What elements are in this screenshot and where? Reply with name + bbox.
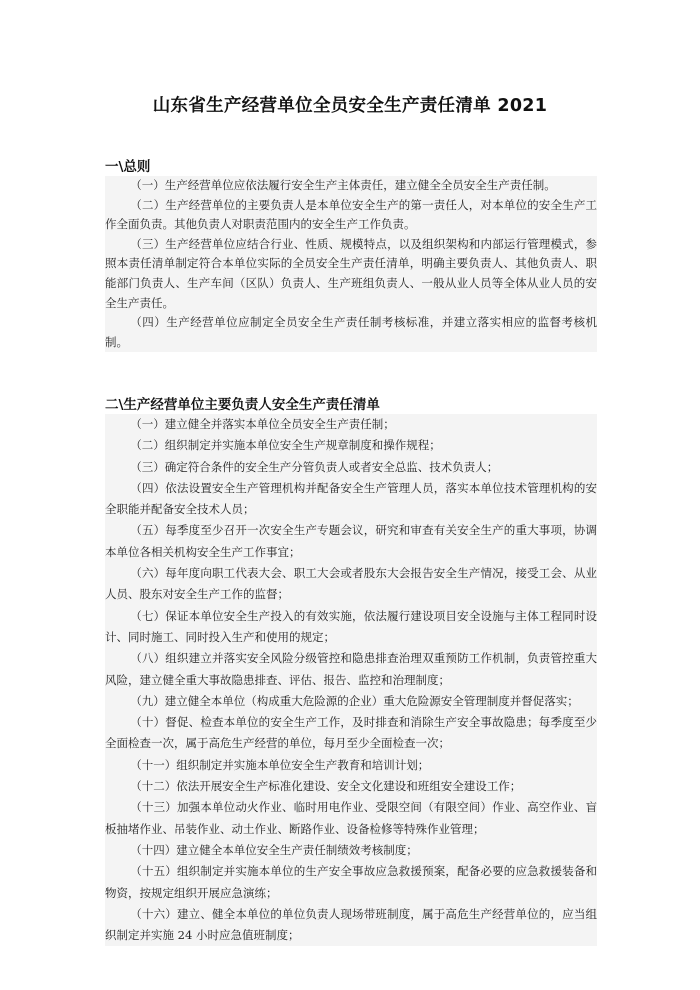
paragraph: （四）生产经营单位应制定全员安全生产责任制考核标准，并建立落实相应的监督考核机制。 <box>105 315 597 349</box>
paragraph: （一）生产经营单位应依法履行安全生产主体责任，建立健全全员安全生产责任制。 <box>130 178 556 192</box>
document-title: 山东省生产经营单位全员安全生产责任清单 2021 <box>152 96 548 116</box>
list-item: （十）督促、检查本单位的安全生产工作，及时排查和消除生产安全事故隐患；每季度至少全面检查一次，属于高危生产经营的单位，每月至少全面检查一次； <box>105 715 597 751</box>
paragraph: （二）生产经营单位的主要负责人是本单位安全生产的第一责任人，对本单位的安全生产工作全面负责。其他负责人对职责范围内的安全生产工作负责。 <box>105 197 597 232</box>
list-item: （十六）建立、健全本单位的单位负责人现场带班制度，属于高危生产经营单位的，应当组织制定并实施 24 小时应急值班制度； <box>105 906 597 943</box>
paragraph: （三）生产经营单位应结合行业、性质、规模特点，以及组织架构和内部运行管理模式，参照本责任清单制定符合本单位实际的全员安全生产责任清单，明确主要负责人、其他负责人、职能部门负责人、生产车间（区队）负责人、生产班组负责人、一般从业人员等全体从业人员的安全生产责任。 <box>105 236 597 310</box>
list-item: （二）组织制定并实施本单位安全生产规章制度和操作规程； <box>130 438 441 453</box>
section-body <box>105 414 597 946</box>
list-item: （十一）组织制定并实施本单位安全生产教育和培训计划； <box>130 757 430 772</box>
list-item: （六）每年度向职工代表大会、职工大会或者股东大会报告安全生产情况，接受工会、从业人员、股东对安全生产工作的监督； <box>105 566 597 602</box>
section-heading: 二\生产经营单位主要负责人安全生产责任清单 <box>105 397 380 413</box>
list-item: （一）建立健全并落实本单位全员安全生产责任制； <box>130 417 395 431</box>
list-item: （十四）建立健全本单位安全生产责任制绩效考核制度； <box>130 842 418 857</box>
list-item: （三）确定符合条件的安全生产分管负责人或者安全总监、技术负责人； <box>130 459 499 474</box>
list-item: （五）每季度至少召开一次安全生产专题会议，研究和审查有关安全生产的重大事项，协调本单位各相关机构安全生产工作事宜； <box>105 523 597 559</box>
list-item: （四）依法设置安全生产管理机构并配备安全生产管理人员，落实本单位技术管理机构的安全职能并配备安全技术人员； <box>105 480 597 517</box>
section-principal-responsibilities <box>105 396 597 946</box>
list-item: （十三）加强本单位动火作业、临时用电作业、受限空间（有限空间）作业、高空作业、盲板抽堵作业、吊装作业、动土作业、断路作业、设备检修等特殊作业管理； <box>105 800 597 836</box>
list-item: （九）建立健全本单位（构成重大危险源的企业）重大危险源安全管理制度并督促落实； <box>130 693 579 708</box>
list-item: （七）保证本单位安全生产投入的有效实施，依法履行建设项目安全设施与主体工程同时设计、同时施工、同时投入生产和使用的规定； <box>105 608 597 644</box>
section-body <box>105 176 597 352</box>
section-heading: 一\总则 <box>105 159 151 175</box>
list-item: （十五）组织制定并实施本单位的生产安全事故应急救援预案，配备必要的应急救援装备和物资，按规定组织开展应急演练； <box>105 864 597 900</box>
section-general-provisions <box>105 158 597 352</box>
list-item: （十二）依法开展安全生产标准化建设、安全文化建设和班组安全建设工作； <box>130 779 522 794</box>
list-item: （八）组织建立并落实安全风险分级管控和隐患排查治理双重预防工作机制，负责管控重大风险，建立健全重大事故隐患排查、评估、报告、监控和治理制度； <box>105 651 597 687</box>
